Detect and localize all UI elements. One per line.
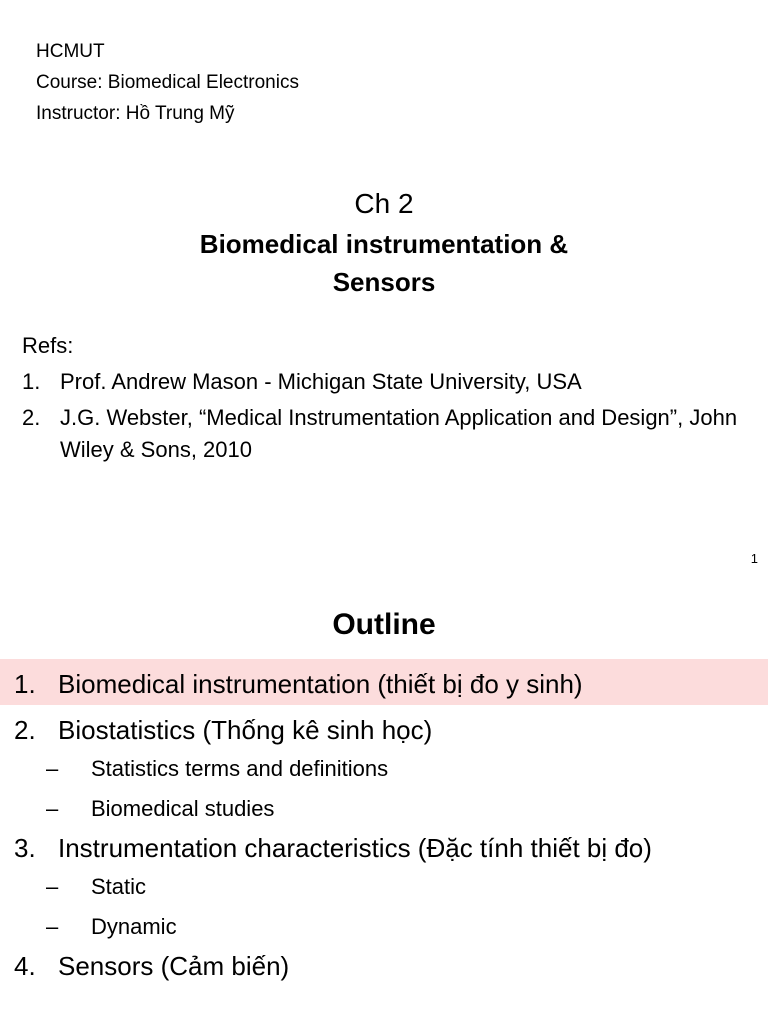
page-number: 1 (750, 551, 758, 566)
outline-number: 1. (14, 669, 36, 699)
instructor-name: Instructor: Hồ Trung Mỹ (36, 103, 235, 124)
outline-subtext: Dynamic (91, 914, 177, 939)
reference-text: J.G. Webster, “Medical Instrumentation Application and Design”, John Wiley & Sons, 2010 (60, 405, 738, 462)
outline-number: 3. (14, 833, 36, 863)
outline-number: 2. (14, 715, 36, 745)
outline-text: Instrumentation characteristics (Đặc tính thiết bị đo) (58, 833, 652, 863)
outline-number: 4. (14, 951, 36, 981)
outline-dash: – (46, 796, 59, 821)
outline-subitem (14, 867, 764, 907)
outline-subitem (14, 907, 764, 947)
outline-title: Outline (332, 608, 436, 641)
outline-item (14, 947, 764, 985)
reference-text: Prof. Andrew Mason - Michigan State University, USA (60, 369, 582, 394)
chapter-title-line1: Biomedical instrumentation & (199, 229, 569, 259)
outline-text: Sensors (Cảm biến) (58, 951, 290, 981)
outline-text: Biomedical instrumentation (thiết bị đo y sinh) (58, 669, 583, 699)
references (22, 330, 752, 470)
outline-list (14, 665, 764, 985)
outline-dash: – (46, 756, 59, 781)
outline-item (14, 711, 764, 749)
chapter-title-line2: Sensors (332, 267, 436, 297)
course-header (36, 36, 299, 129)
outline-subtext: Static (91, 874, 147, 899)
reference-number: 1. (22, 369, 41, 394)
course-name: Course: Biomedical Electronics (36, 72, 299, 93)
outline-subtext: Statistics terms and definitions (91, 756, 389, 781)
school-name: HCMUT (36, 41, 105, 62)
outline-dash: – (46, 874, 59, 899)
reference-number: 2. (22, 405, 41, 430)
reference-item (22, 402, 752, 466)
outline-subtext: Biomedical studies (91, 796, 275, 821)
outline-subitem (14, 749, 764, 789)
outline-item (14, 829, 764, 867)
outline-item (14, 665, 764, 703)
refs-label: Refs: (22, 333, 74, 358)
outline-dash: – (46, 914, 59, 939)
reference-item (22, 366, 752, 398)
outline-text: Biostatistics (Thống kê sinh học) (58, 715, 433, 745)
chapter-title (0, 225, 768, 301)
chapter-label: Ch 2 (354, 188, 414, 219)
outline-subitem (14, 789, 764, 829)
